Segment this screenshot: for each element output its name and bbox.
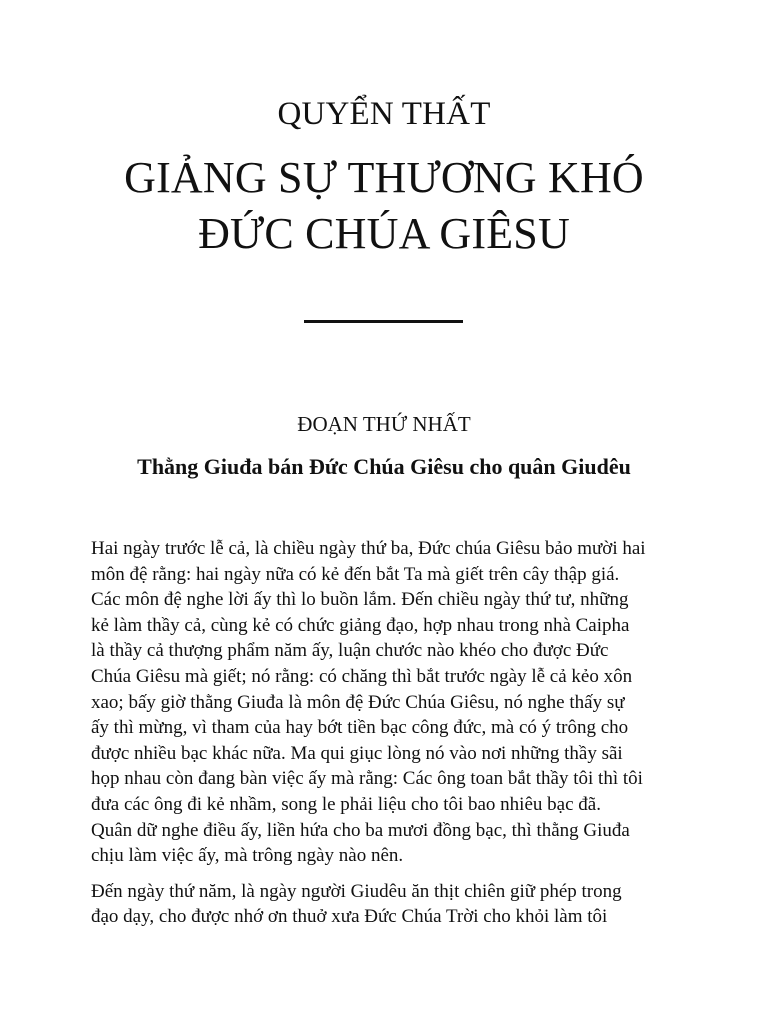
text-line: Quân dữ nghe điều ấy, liền hứa cho ba mươi đồng bạc, thì thằng Giuđa: [91, 819, 630, 841]
chapter-title-line: GIẢNG SỰ THƯƠNG KHÓ: [124, 153, 644, 202]
text-line: là thầy cả thượng phẩm năm ấy, luận chước nào khéo cho được Đức: [91, 640, 609, 662]
book-label: QUYỂN THẤT: [277, 96, 491, 132]
text-line: được nhiều bạc khác nữa. Ma qui giục lòng nó vào nơi những thầy sãi: [91, 742, 623, 764]
text-line: môn đệ rằng: hai ngày nữa có kẻ đến bắt Ta mà giết trên cây thập giá.: [91, 563, 620, 585]
text-line: xao; bấy giờ thằng Giuđa là môn đệ Đức Chúa Giêsu, nó nghe thấy sự: [91, 691, 625, 713]
text-line: họp nhau còn đang bàn việc ấy mà rằng: Các ông toan bắt thầy tôi thì tôi: [91, 768, 643, 790]
text-line: Đến ngày thứ năm, là ngày người Giudêu ăn thịt chiên giữ phép trong: [91, 880, 622, 902]
text-line: Các môn đệ nghe lời ấy thì lo buồn lắm. Đến chiều ngày thứ tư, những: [91, 589, 629, 611]
text-line: kẻ làm thầy cả, cùng kẻ có chức giảng đạo, hợp nhau trong nhà Caipha: [91, 614, 630, 636]
paragraph: [91, 879, 681, 930]
section-title: Thằng Giuđa bán Đức Chúa Giêsu cho quân Giudêu: [137, 454, 631, 479]
chapter-title-line: ĐỨC CHÚA GIÊSU: [198, 209, 570, 258]
text-line: chịu làm việc ấy, mà trông ngày nào nên.: [91, 845, 404, 867]
title-divider: [304, 320, 463, 323]
text-line: Hai ngày trước lễ cả, là chiều ngày thứ ba, Đức chúa Giêsu bảo mười hai: [91, 538, 646, 559]
paragraph: [91, 536, 681, 869]
text-line: đạo dạy, cho được nhớ ơn thuở xưa Đức Chúa Trời cho khỏi làm tôi: [91, 906, 608, 928]
chapter-title: [0, 150, 768, 262]
body-text: [91, 536, 681, 976]
text-line: Chúa Giêsu mà giết; nó rằng: có chăng thì bắt trước ngày lễ cả kẻo xôn: [91, 665, 633, 687]
text-line: đưa các ông đi kẻ nhầm, song le phải liệu cho tôi bao nhiêu bạc đã.: [91, 793, 601, 815]
text-line: ấy thì mừng, vì tham của hay bớt tiền bạc công đức, mà có ý trông cho: [91, 717, 629, 739]
section-label: ĐOẠN THỨ NHẤT: [297, 412, 471, 436]
